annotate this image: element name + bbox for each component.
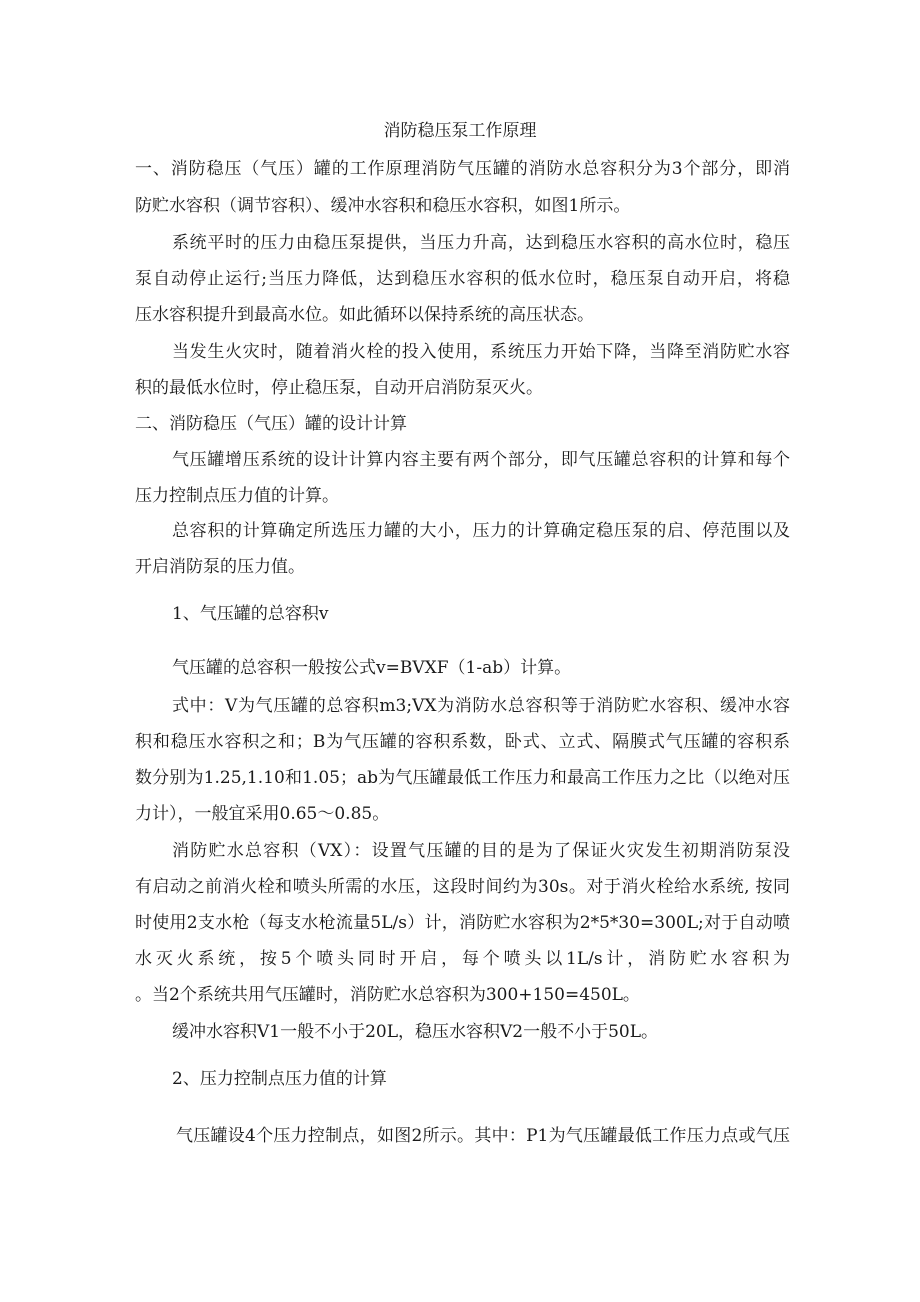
- document-title: 消防稳压泵工作原理: [383, 121, 537, 141]
- text-line: 压力控制点压力值的计算。: [135, 486, 339, 506]
- text-line: 1、气压罐的总容积v: [172, 604, 329, 624]
- text-line: 消防贮水总容积（VX）：设置气压罐的目的是为了保证火灾发生初期消防泵没: [172, 841, 790, 861]
- text-line: 一、消防稳压（气压）罐的工作原理消防气压罐的消防水总容积分为3个部分，即消: [135, 159, 790, 179]
- text-line: 积和稳压水容积之和；B为气压罐的容积系数，卧式、立式、隔膜式气压罐的容积系: [135, 732, 790, 752]
- text-line: 泵自动停止运行;当压力降低，达到稳压水容积的低水位时，稳压泵自动开启，将稳: [135, 269, 790, 289]
- text-line: 力计），一般宜采用0.65～0.85。: [135, 804, 390, 824]
- text-line: 系统平时的压力由稳压泵提供，当压力升高，达到稳压水容积的高水位时，稳压: [172, 233, 790, 253]
- text-line: 开启消防泵的压力值。: [135, 557, 305, 577]
- text-line: 式中：V为气压罐的总容积m3;VX为消防水总容积等于消防贮水容积、缓冲水容: [172, 696, 790, 716]
- text-line: 缓冲水容积V1一般不小于20L，稳压水容积V2一般不小于50L。: [172, 1022, 659, 1042]
- text-line: 有启动之前消火栓和喷头所需的水压，这段时间约为30s。对于消火栓给水系统, 按同: [135, 877, 790, 897]
- text-line: 二、消防稳压（气压）罐的设计计算: [135, 414, 407, 434]
- text-line: 当发生火灾时，随着消火栓的投入使用，系统压力开始下降，当降至消防贮水容: [172, 342, 790, 362]
- text-line: 总容积的计算确定所选压力罐的大小，压力的计算确定稳压泵的启、停范围以及: [172, 521, 790, 541]
- text-line: 数分别为1.25,1.10和1.05；ab为气压罐最低工作压力和最高工作压力之比（以绝对压: [135, 768, 790, 788]
- text-line: 水灭火系统，按5个喷头同时开启，每个喷头以1L/s计，消防贮水容积为: [135, 949, 790, 969]
- text-line: 防贮水容积（调节容积）、缓冲水容积和稳压水容积，如图1所示。: [135, 196, 631, 216]
- text-line: 压水容积提升到最高水位。如此循环以保持系统的高压状态。: [135, 305, 594, 325]
- text-line: 气压罐的总容积一般按公式v=BVXF（1-ab）计算。: [172, 658, 572, 678]
- text-line: 气压罐增压系统的设计计算内容主要有两个部分，即气压罐总容积的计算和每个: [172, 450, 790, 470]
- text-line: 。当2个系统共用气压罐时，消防贮水总容积为300+150=450L。: [135, 985, 640, 1005]
- text-line: 气压罐设4个压力控制点，如图2所示。其中：P1为气压罐最低工作压力点或气压: [176, 1126, 790, 1146]
- text-line: 2、压力控制点压力值的计算: [172, 1069, 387, 1089]
- text-line: 积的最低水位时，停止稳压泵，自动开启消防泵灭火。: [135, 378, 543, 398]
- text-line: 时使用2支水枪（每支水枪流量5L/s）计，消防贮水容积为2*5*30=300L;对于自动喷: [135, 913, 790, 933]
